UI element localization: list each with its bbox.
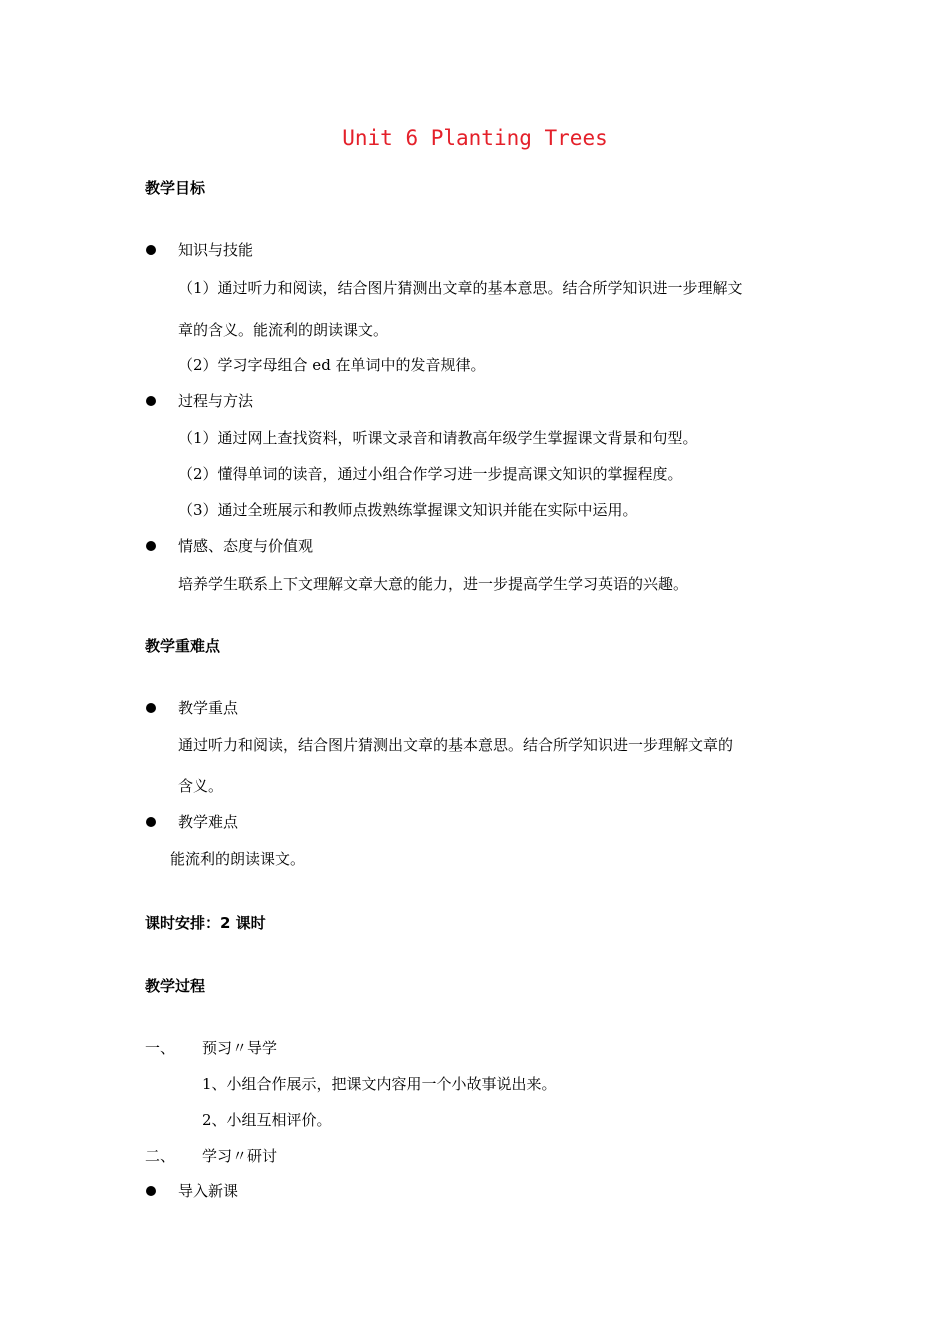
- step-number: 二、: [145, 1147, 176, 1165]
- heading-teaching-process: 教学过程: [145, 977, 206, 995]
- paragraph-line: （2）学习字母组合 ed 在单词中的发音规律。: [178, 356, 486, 374]
- bullet-icon: [146, 817, 156, 827]
- document-title: Unit 6 Planting Trees: [342, 126, 608, 150]
- step-label: 学习〃研讨: [202, 1147, 278, 1165]
- bullet-difficult-point: 教学难点: [178, 813, 239, 831]
- bullet-icon: [146, 703, 156, 713]
- paragraph-line: 通过听力和阅读，结合图片猜测出文章的基本意思。结合所学知识进一步理解文章的: [178, 736, 734, 754]
- paragraph-line: （1）通过听力和阅读，结合图片猜测出文章的基本意思。结合所学知识进一步理解文: [178, 279, 743, 297]
- paragraph-line: （1）通过网上查找资料，听课文录音和请教高年级学生掌握课文背景和句型。: [178, 429, 698, 447]
- bullet-knowledge-skills: 知识与技能: [178, 241, 254, 259]
- heading-schedule: 课时安排：2 课时: [145, 914, 266, 932]
- paragraph-line: （3）通过全班展示和教师点拨熟练掌握课文知识并能在实际中运用。: [178, 501, 638, 519]
- heading-objectives: 教学目标: [145, 179, 206, 197]
- bullet-key-point: 教学重点: [178, 699, 239, 717]
- paragraph-line: 培养学生联系上下文理解文章大意的能力，进一步提高学生学习英语的兴趣。: [178, 575, 689, 593]
- bullet-introduction: 导入新课: [178, 1182, 239, 1200]
- bullet-process-methods: 过程与方法: [178, 392, 254, 410]
- paragraph-line: 2、小组互相评价。: [202, 1111, 332, 1129]
- bullet-icon: [146, 1186, 156, 1196]
- bullet-icon: [146, 396, 156, 406]
- heading-key-points: 教学重难点: [145, 637, 221, 655]
- paragraph-line: 含义。: [178, 777, 224, 795]
- bullet-icon: [146, 541, 156, 551]
- bullet-emotion-attitude: 情感、态度与价值观: [178, 537, 314, 555]
- paragraph-line: 1、小组合作展示，把课文内容用一个小故事说出来。: [202, 1075, 557, 1093]
- paragraph-line: 能流利的朗读课文。: [170, 850, 306, 868]
- paragraph-line: 章的含义。能流利的朗读课文。: [178, 321, 389, 339]
- step-label: 预习〃导学: [202, 1039, 278, 1057]
- step-number: 一、: [145, 1039, 176, 1057]
- bullet-icon: [146, 245, 156, 255]
- paragraph-line: （2）懂得单词的读音，通过小组合作学习进一步提高课文知识的掌握程度。: [178, 465, 683, 483]
